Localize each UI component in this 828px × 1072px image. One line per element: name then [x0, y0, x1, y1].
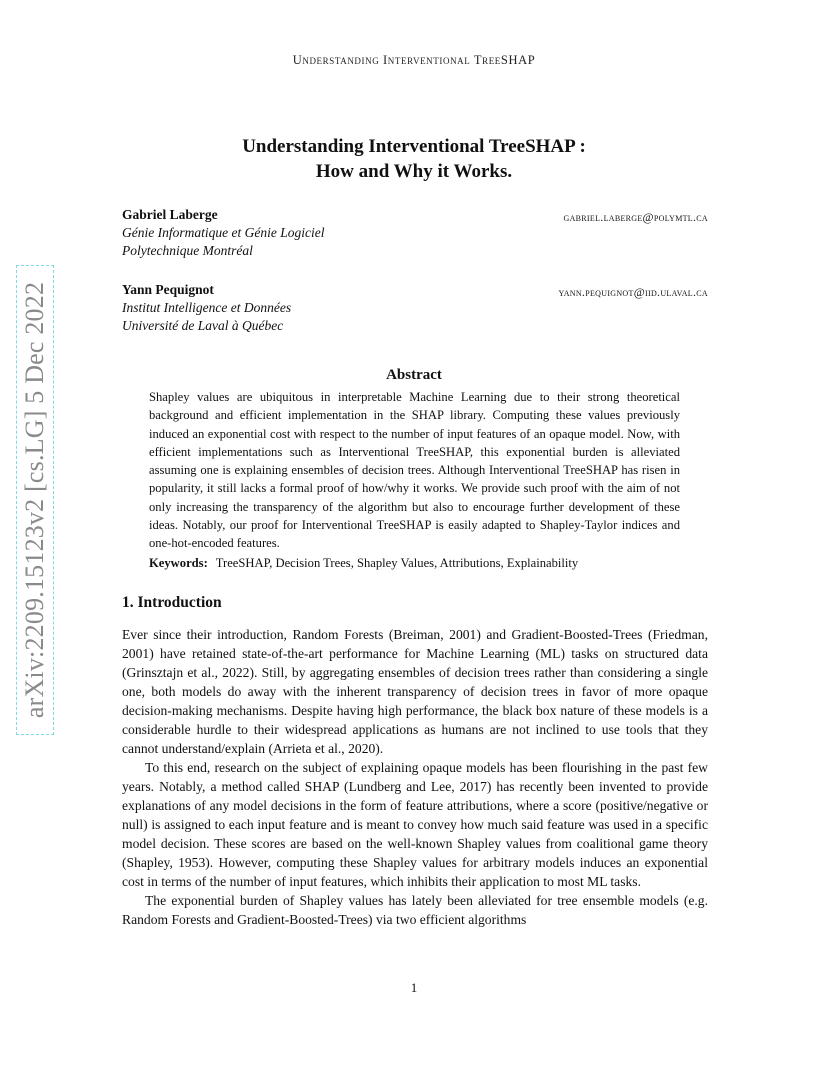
- author-affiliation: Institut Intelligence et Données: [122, 300, 292, 315]
- author-affiliation: Polytechnique Montréal: [122, 243, 253, 258]
- author-block-2: [122, 281, 708, 335]
- author-email[interactable]: yann.pequignot@iid.ulaval.ca: [558, 285, 708, 299]
- author-name: Yann Pequignot: [122, 282, 214, 297]
- title-line-2: How and Why it Works.: [315, 161, 513, 182]
- paragraph: To this end, research on the subject of explaining opaque models has been flourishing in the past few years. Notably, a method called SHAP (Lundberg and Lee, 2017) has recently been invented to provide explanations of any model decisions in the form of feature attributions, where a score (positive/negative or null) is assigned to each input feature and is meant to convey how much said feature was used in a specific model decision. These scores are based on the well-known Shapley values from coalitional game theory (Shapley, 1953). However, computing these Shapley values for arbitrary models induces an exponential cost in terms of the number of input features, which inhibits their application to most ML tasks.: [122, 760, 708, 889]
- keywords-text: TreeSHAP, Decision Trees, Shapley Values, Attributions, Explainability: [215, 556, 579, 570]
- keywords: [149, 554, 680, 572]
- paragraph: Ever since their introduction, Random Forests (Breiman, 2001) and Gradient-Boosted-Trees (Friedman, 2001) have retained state-of-the-art performance for Machine Learning (ML) tasks on structured data (Grinsztajn et al., 2022). Still, by aggregating ensembles of decision trees rather than considering a single one, both models do away with the inherent transparency of decision trees in favor of more opaque decision-making mechanisms. Despite having high performance, the black box nature of these models is a considerable hurdle to their widespread applications as humans are not inclined to use tools that they cannot understand/explain (Arrieta et al., 2020).: [122, 627, 708, 756]
- abstract-text: Shapley values are ubiquitous in interpretable Machine Learning due to their strong theoretical background and efficient implementation in the SHAP library. Computing these values previously induced an exponential cost with respect to the number of input features of an opaque model. Now, with efficient implementations such as Interventional TreeSHAP, this exponential burden is alleviated assuming one is explaining ensembles of decision trees. Although Interventional TreeSHAP has risen in popularity, it still lacks a formal proof of how/why it works. We provide such proof with the aim of not only increasing the transparency of the algorithm but also to encourage further development of these ideas. Notably, our proof for Interventional TreeSHAP is easily adapted to Shapley-Taylor indices and one-hot-encoded features.: [149, 390, 680, 551]
- section-body: [122, 625, 708, 929]
- author-affiliation: Génie Informatique et Génie Logiciel: [122, 225, 325, 240]
- running-head: Understanding Interventional TreeSHAP: [292, 53, 536, 67]
- author-email[interactable]: gabriel.laberge@polymtl.ca: [563, 210, 708, 224]
- author-affiliation: Université de Laval à Québec: [122, 318, 284, 333]
- abstract-heading: Abstract: [386, 367, 442, 383]
- paper-title: [0, 134, 828, 184]
- arxiv-stamp-text: arXiv:2209.15123v2 [cs.LG] 5 Dec 2022: [20, 281, 49, 719]
- page-number: 1: [410, 980, 418, 995]
- paragraph: The exponential burden of Shapley values has lately been alleviated for tree ensemble models (e.g. Random Forests and Gradient-Boosted-Trees) via two efficient algorithms: [122, 893, 708, 927]
- author-name: Gabriel Laberge: [122, 207, 218, 222]
- section-heading: 1. Introduction: [122, 594, 222, 611]
- title-line-1: Understanding Interventional TreeSHAP :: [242, 136, 586, 157]
- author-block-1: [122, 206, 708, 260]
- keywords-label: Keywords:: [149, 556, 208, 570]
- arxiv-stamp: [16, 265, 54, 735]
